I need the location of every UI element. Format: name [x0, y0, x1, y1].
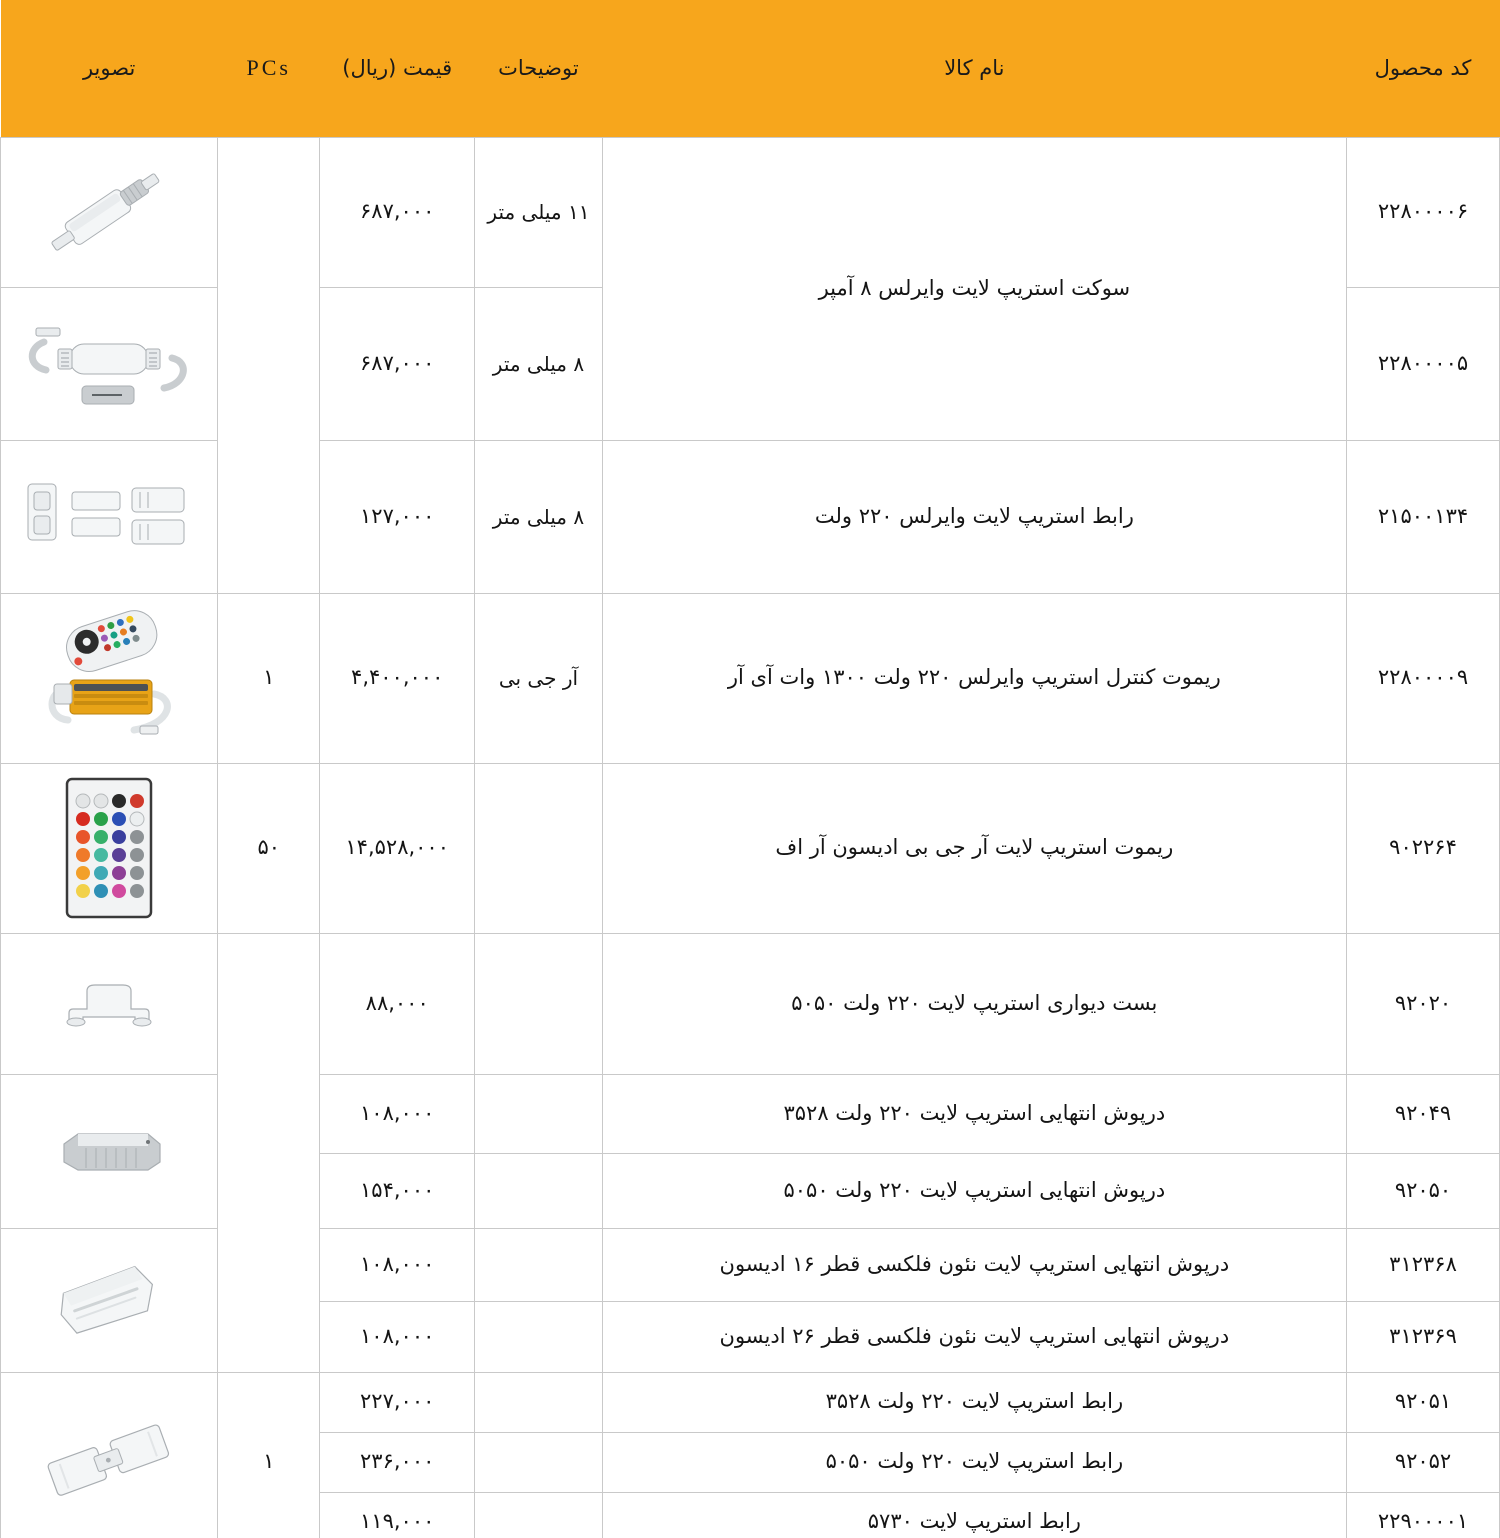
cell-price: ۸۸,۰۰۰ [320, 933, 475, 1074]
cell-product-code: ۹۲۰۵۲ [1347, 1432, 1500, 1492]
cell-price: ۱۵۴,۰۰۰ [320, 1153, 475, 1228]
cell-description [475, 1228, 602, 1301]
rgb-24key-remote-photo [1, 773, 217, 923]
cell-product-name: درپوش انتهایی استریپ لایت ۲۲۰ ولت ۳۵۲۸ [602, 1074, 1346, 1153]
cell-product-code: ۲۱۵۰۰۱۳۴ [1347, 440, 1500, 593]
header-product-name: نام کالا [602, 0, 1346, 137]
end-cap-ribbed-photo [1, 1106, 217, 1196]
table-row [1, 763, 1500, 933]
cell-price: ۱۰۸,۰۰۰ [320, 1074, 475, 1153]
header-image: تصویر [1, 0, 218, 137]
cell-product-code: ۲۲۹۰۰۰۰۱ [1347, 1492, 1500, 1538]
cell-price: ۱۰۸,۰۰۰ [320, 1301, 475, 1372]
cell-description: ۸ میلی متر [475, 287, 602, 440]
cell-price: ۱۴,۵۲۸,۰۰۰ [320, 763, 475, 933]
cell-pcs: ۱ [218, 1372, 320, 1538]
cell-product-name: رابط استریپ لایت ۲۲۰ ولت ۳۵۲۸ [602, 1372, 1346, 1432]
ir-remote-with-driver-photo [1, 598, 217, 758]
cell-price: ۱۱۹,۰۰۰ [320, 1492, 475, 1538]
cell-product-code: ۳۱۲۳۶۸ [1347, 1228, 1500, 1301]
cell-product-code: ۳۱۲۳۶۹ [1347, 1301, 1500, 1372]
cell-product-code: ۹۲۰۴۹ [1347, 1074, 1500, 1153]
cell-product-name: رابط استریپ لایت ۵۷۳۰ [602, 1492, 1346, 1538]
cell-product-code: ۹۲۰۵۱ [1347, 1372, 1500, 1432]
cell-product-code: ۹۲۰۵۰ [1347, 1153, 1500, 1228]
cell-price: ۲۳۶,۰۰۰ [320, 1432, 475, 1492]
cell-product-code: ۹۰۲۲۶۴ [1347, 763, 1500, 933]
cell-product-image [1, 137, 218, 287]
table-row [1, 593, 1500, 763]
cell-description [475, 763, 602, 933]
table-body [1, 137, 1500, 1538]
wall-mount-clip-photo [1, 959, 217, 1049]
cell-description [475, 1492, 602, 1538]
cell-product-code: ۲۲۸۰۰۰۰۹ [1347, 593, 1500, 763]
cell-description: آر جی بی [475, 593, 602, 763]
cell-product-image [1, 593, 218, 763]
cell-product-name: ریموت استریپ لایت آر جی بی ادیسون آر اف [602, 763, 1346, 933]
cell-product-image [1, 287, 218, 440]
table-row [1, 137, 1500, 287]
neon-flex-end-cap-photo [1, 1255, 217, 1345]
cell-product-code: ۲۲۸۰۰۰۰۶ [1347, 137, 1500, 287]
cell-pcs: ۵۰ [218, 763, 320, 933]
cell-product-name: ریموت کنترل استریپ وایرلس ۲۲۰ ولت ۱۳۰۰ وات آی آر [602, 593, 1346, 763]
cell-description: ۸ میلی متر [475, 440, 602, 593]
table-row [1, 933, 1500, 1074]
cell-product-name: درپوش انتهایی استریپ لایت نئون فلکسی قطر ۲۶ ادیسون [602, 1301, 1346, 1372]
cell-product-name: رابط استریپ لایت ۲۲۰ ولت ۵۰۵۰ [602, 1432, 1346, 1492]
cell-price: ۱۰۸,۰۰۰ [320, 1228, 475, 1301]
cell-price: ۶۸۷,۰۰۰ [320, 137, 475, 287]
cell-price: ۶۸۷,۰۰۰ [320, 287, 475, 440]
cell-pcs: ۱ [218, 593, 320, 763]
cell-description [475, 1432, 602, 1492]
cell-pcs [218, 137, 320, 593]
cell-product-image [1, 1228, 218, 1372]
cell-product-image [1, 1074, 218, 1228]
cell-product-image [1, 763, 218, 933]
cell-description: ۱۱ میلی متر [475, 137, 602, 287]
cell-product-name: درپوش انتهایی استریپ لایت نئون فلکسی قطر ۱۶ ادیسون [602, 1228, 1346, 1301]
cell-description [475, 1301, 602, 1372]
cell-product-name: درپوش انتهایی استریپ لایت ۲۲۰ ولت ۵۰۵۰ [602, 1153, 1346, 1228]
cell-price: ۱۲۷,۰۰۰ [320, 440, 475, 593]
header-pcs: PCs [218, 0, 320, 137]
cell-product-name: رابط استریپ لایت وایرلس ۲۲۰ ولت [602, 440, 1346, 593]
cell-product-image [1, 933, 218, 1074]
cell-product-image [1, 1372, 218, 1538]
cell-pcs [218, 933, 320, 1372]
strip-connector-joint-photo [1, 1417, 217, 1507]
cell-description [475, 1153, 602, 1228]
wall-clips-pair-photo [1, 462, 217, 572]
cell-description [475, 1372, 602, 1432]
strip-socket-wireless-photo [1, 153, 217, 271]
cell-product-name: سوکت استریپ لایت وایرلس ۸ آمپر [602, 137, 1346, 440]
header-row [1, 0, 1500, 137]
table-header [1, 0, 1500, 137]
cell-price: ۴,۴۰۰,۰۰۰ [320, 593, 475, 763]
cell-description [475, 933, 602, 1074]
cell-product-image [1, 440, 218, 593]
header-price-rial: قیمت (ریال) [320, 0, 475, 137]
cell-price: ۲۲۷,۰۰۰ [320, 1372, 475, 1432]
inline-rgb-controller-photo [1, 304, 217, 424]
cell-product-code: ۲۲۸۰۰۰۰۵ [1347, 287, 1500, 440]
header-product-code: کد محصول [1347, 0, 1500, 137]
cell-product-code: ۹۲۰۲۰ [1347, 933, 1500, 1074]
table-row [1, 1372, 1500, 1432]
cell-description [475, 1074, 602, 1153]
cell-product-name: بست دیواری استریپ لایت ۲۲۰ ولت ۵۰۵۰ [602, 933, 1346, 1074]
header-description: توضیحات [475, 0, 602, 137]
